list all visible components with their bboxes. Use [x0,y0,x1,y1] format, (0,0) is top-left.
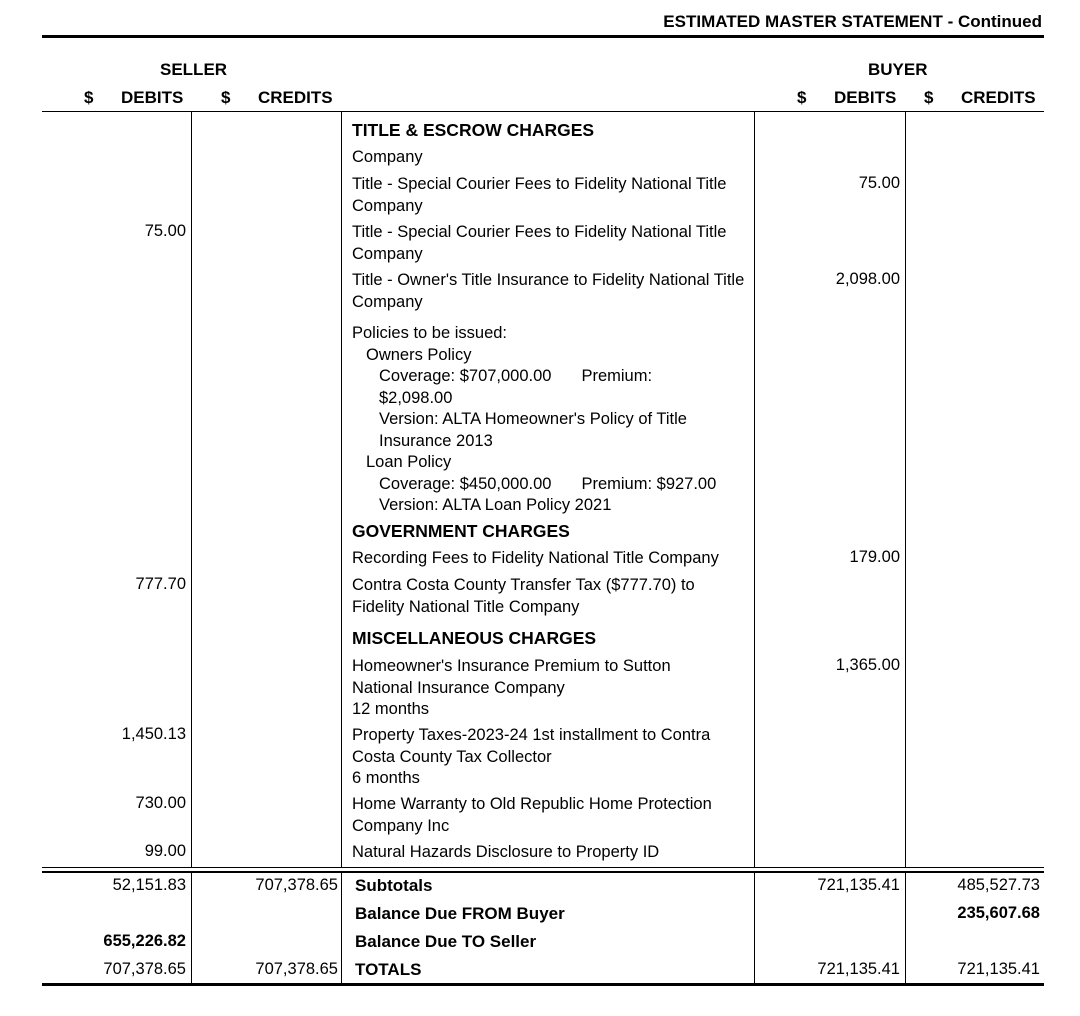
row-transfer-tax-debit: 777.70 [135,575,186,593]
footer-divider-3 [754,873,755,983]
totals-buyer-debit: 721,135.41 [817,960,900,978]
buyer-credit-dollar: $ [924,88,934,107]
loan-coverage: Coverage: $450,000.00 [379,474,552,493]
row-owners-title-desc: Title - Owner's Title Insurance to Fidelity National Title Company [352,271,745,311]
buyer-debits-header: DEBITS [834,88,897,107]
footer-divider-4 [905,873,906,983]
seller-credits-header: CREDITS [258,88,333,107]
balance-from-buyer-label: Balance Due FROM Buyer [355,904,565,923]
row-transfer-tax-desc: Contra Costa County Transfer Tax ($777.70) to Fidelity National Title Company [352,576,695,616]
statement-title: ESTIMATED MASTER STATEMENT - Continued [663,12,1042,31]
row-courier-seller-debit: 75.00 [144,222,186,240]
loan-policy-label: Loan Policy [366,453,452,471]
loan-premium: Premium: $927.00 [581,474,717,493]
section-title-escrow: TITLE & ESCROW CHARGES [352,120,595,140]
col-divider-3 [754,112,755,867]
row-home-warranty-desc: Home Warranty to Old Republic Home Protection Company Inc [352,795,712,835]
row-owners-title-debit: 2,098.00 [835,270,900,288]
owners-coverage-line [352,366,752,388]
balance-to-seller-label: Balance Due TO Seller [355,932,537,951]
footer-divider-1 [191,873,192,983]
owners-premium-label: Premium: [581,367,653,385]
owners-premium-value: $2,098.00 [379,388,453,407]
buyer-label: BUYER [868,60,928,79]
footer-rule-bottom [42,983,1044,986]
balance-from-buyer-credit: 235,607.68 [957,904,1040,922]
owners-coverage: Coverage: $707,000.00 [379,367,552,385]
row-courier-buyer-debit: 75.00 [858,174,900,192]
loan-coverage-line [352,474,752,496]
policies-block [352,323,752,517]
loan-version: Version: ALTA Loan Policy 2021 [379,496,612,514]
footer-rule-top-1 [42,867,1044,868]
row-natural-hazards-desc: Natural Hazards Disclosure to Property ID [352,843,660,861]
subtotal-buyer-debit: 721,135.41 [817,876,900,894]
footer-rule-top-2 [42,871,1044,873]
row-homeowners-ins-term: 12 months [352,700,430,718]
balance-to-seller-debit: 655,226.82 [103,932,186,950]
row-property-tax-debit: 1,450.13 [121,725,186,743]
row-property-tax [352,725,747,790]
row-home-warranty-debit: 730.00 [135,794,186,812]
row-company-desc: Company [352,148,423,166]
seller-debits-header: DEBITS [121,88,184,107]
row-homeowners-ins-debit: 1,365.00 [835,656,900,674]
section-government: GOVERNMENT CHARGES [352,521,570,541]
subtotal-label: Subtotals [355,876,433,895]
totals-seller-credit: 707,378.65 [255,960,338,978]
totals-label: TOTALS [355,960,422,979]
footer-divider-2 [341,873,342,983]
subtotal-seller-debit: 52,151.83 [112,876,186,894]
row-courier-seller-desc: Title - Special Courier Fees to Fidelity National Title Company [352,223,727,263]
buyer-credits-header: CREDITS [961,88,1036,107]
row-property-tax-term: 6 months [352,769,420,787]
row-homeowners-ins-desc: Homeowner's Insurance Premium to Sutton National Insurance Company [352,657,671,697]
buyer-debit-dollar: $ [797,88,807,107]
row-homeowners-ins [352,656,722,721]
row-recording-desc: Recording Fees to Fidelity National Title Company [352,549,719,567]
row-recording-debit: 179.00 [849,548,900,566]
policies-heading: Policies to be issued: [352,324,508,342]
seller-debit-dollar: $ [84,88,94,107]
totals-buyer-credit: 721,135.41 [957,960,1040,978]
header-rule [42,111,1044,112]
seller-credit-dollar: $ [221,88,231,107]
row-courier-buyer-desc: Title - Special Courier Fees to Fidelity National Title Company [352,175,727,215]
col-divider-1 [191,112,192,867]
owners-version-2: Insurance 2013 [379,431,493,450]
col-divider-4 [905,112,906,867]
title-rule [42,35,1044,38]
section-misc: MISCELLANEOUS CHARGES [352,628,597,648]
owners-version-1: Version: ALTA Homeowner's Policy of Title [379,410,687,428]
col-divider-2 [341,112,342,867]
seller-label: SELLER [160,60,228,79]
row-property-tax-desc: Property Taxes-2023-24 1st installment to Contra Costa County Tax Collector [352,726,711,766]
owners-policy-label: Owners Policy [366,345,472,364]
row-natural-hazards-debit: 99.00 [144,842,186,860]
subtotal-seller-credit: 707,378.65 [255,876,338,894]
subtotal-buyer-credit: 485,527.73 [957,876,1040,894]
totals-seller-debit: 707,378.65 [103,960,186,978]
